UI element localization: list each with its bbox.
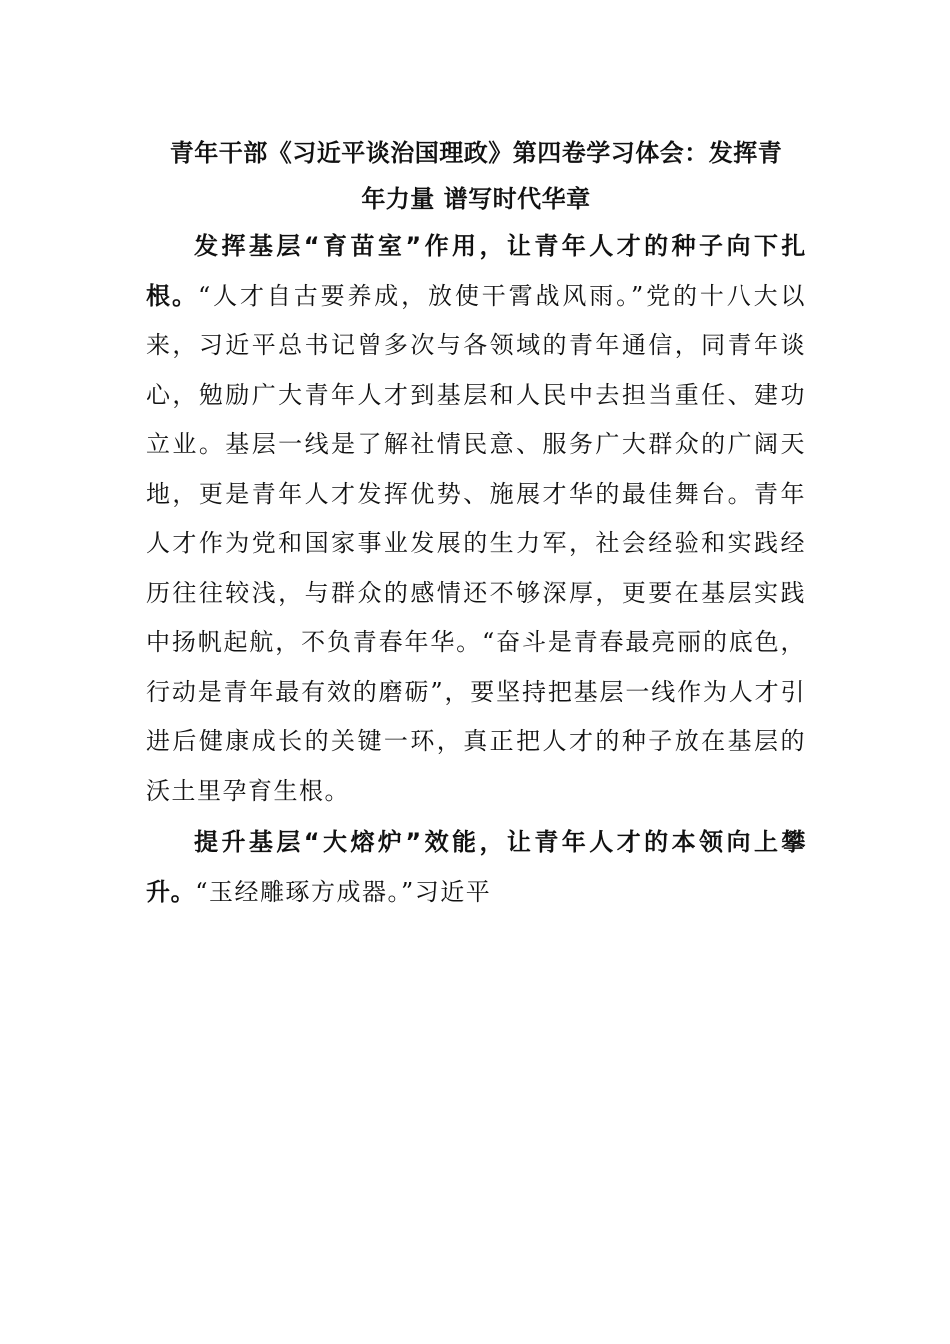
paragraph-1-body: “人才自古要养成，放使干霄战风雨。”党的十八大以来，习近平总书记曾多次与各领域的青年通信，同青年谈心，勉励广大青年人才到基层和人民中去担当重任、建功立业。基层一线是了解社情民意、服务广大群众的广阔天地，更是青年人才发挥优势、施展才华的最佳舞台。青年人才作为党和国家事业发展的生力军，社会经验和实践经历往往较浅，与群众的感情还不够深厚，更要在基层实践中扬帆起航，不负青春年华。“奋斗是青春最亮丽的底色，行动是青年最有效的磨砺”，要坚持把基层一线作为人才引进后健康成长的关键一环，真正把人才的种子放在基层的沃土里孕育生根。 xyxy=(146,281,807,805)
title-line-1: 青年干部《习近平谈治国理政》第四卷学习体会：发挥青 xyxy=(169,139,783,167)
paragraph-1-lead: 发挥基层“育苗室”作用，让青年人才的种子向下扎根。 xyxy=(146,232,806,310)
paragraph-2-lead: 提升基层“大熔炉”效能，让青年人才的本领向上攀升。 xyxy=(146,828,806,906)
paragraph-1 xyxy=(146,222,806,816)
document-title xyxy=(146,130,806,222)
paragraph-2-body: “玉经雕琢方成器。”习近平 xyxy=(195,877,492,906)
title-line-2: 年力量 谱写时代华章 xyxy=(361,185,591,213)
paragraph-2 xyxy=(146,818,806,917)
document-content xyxy=(146,130,806,917)
